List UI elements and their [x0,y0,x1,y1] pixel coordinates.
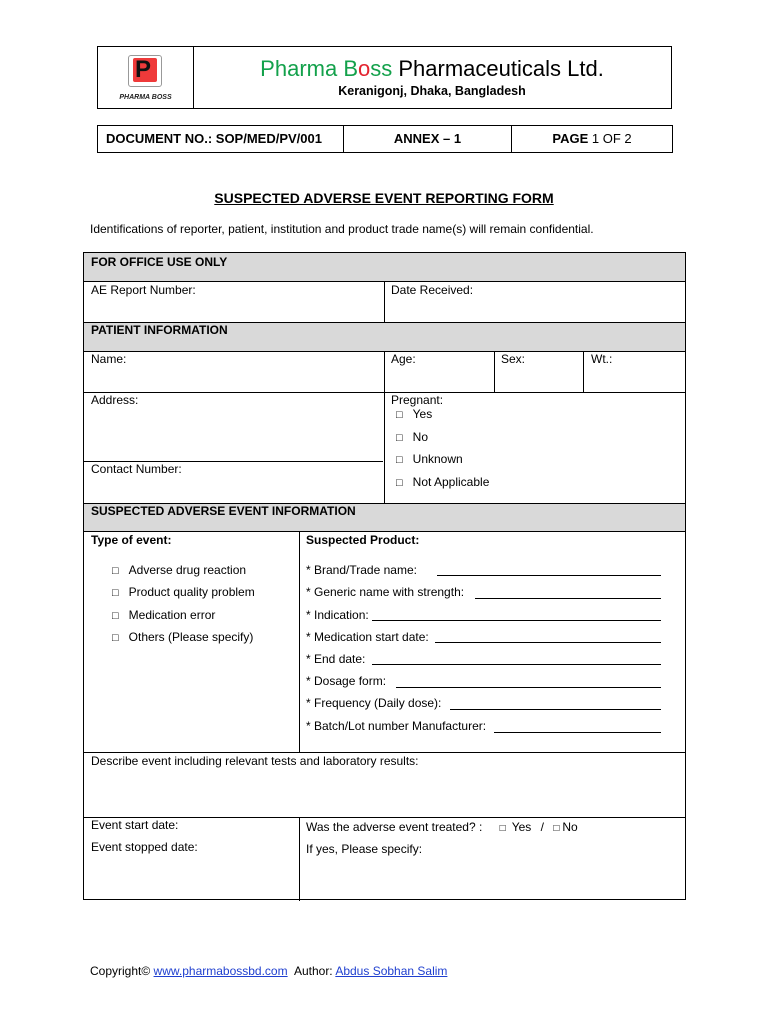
footer [90,964,447,978]
website-link[interactable]: www.pharmabossbd.com [153,964,288,978]
event-type-others[interactable]: □ Others (Please specify) [112,630,254,644]
frequency-label: * Frequency (Daily dose): [306,696,442,710]
pregnant-option-unknown[interactable]: □ Unknown [396,452,463,466]
document-info-bar [97,125,673,153]
checkbox-icon: □ [112,587,119,599]
patient-name-field[interactable]: Name: [91,352,127,366]
generic-name-input[interactable] [475,598,661,599]
date-received-field[interactable]: Date Received: [391,283,474,297]
form-title: SUSPECTED ADVERSE EVENT REPORTING FORM [214,190,554,206]
treated-no-option[interactable]: □ No [553,820,578,834]
patient-address-field[interactable]: Address: [91,393,139,407]
suspected-product-heading: Suspected Product: [306,533,420,547]
frequency-input[interactable] [450,709,661,710]
document-number: DOCUMENT NO.: SOP/MED/PV/001 [98,126,344,152]
event-type-medication-error[interactable]: □ Medication error [112,608,216,622]
event-type-adverse-drug-reaction[interactable]: □ Adverse drug reaction [112,563,247,577]
medication-start-date-input[interactable] [435,642,661,643]
event-stopped-date-field[interactable]: Event stopped date: [91,840,198,854]
checkbox-icon: □ [396,409,403,421]
ae-report-number-field[interactable]: AE Report Number: [91,283,196,297]
indication-input[interactable] [372,620,661,621]
if-yes-specify-field[interactable]: If yes, Please specify: [306,842,423,856]
author-label: Author: [293,964,333,978]
treated-question: Was the adverse event treated? : □ Yes / □ No [306,820,578,834]
company-name: Pharma Boss Pharmaceuticals Ltd. [260,56,604,81]
treated-yes-option[interactable]: □ Yes [499,820,532,834]
patient-info-heading: PATIENT INFORMATION [91,323,228,337]
checkbox-icon: □ [553,823,560,834]
company-logo: P [128,55,162,87]
checkbox-icon: □ [112,632,119,644]
pregnant-option-yes[interactable]: □ Yes [396,407,433,421]
end-date-input[interactable] [372,664,661,665]
event-description-field[interactable]: Describe event including relevant tests and laboratory results: [91,754,419,768]
checkbox-icon: □ [112,610,119,622]
end-date-label: * End date: [306,652,366,666]
patient-sex-field[interactable]: Sex: [501,352,526,366]
pregnant-option-not-applicable[interactable]: □ Not Applicable [396,475,490,489]
event-start-date-field[interactable]: Event start date: [91,818,179,832]
logo-caption: PHARMA BOSS [119,94,172,101]
pregnant-label: Pregnant: [391,393,444,407]
checkbox-icon: □ [499,823,506,834]
page-indicator: PAGE 1 OF 2 [552,131,632,146]
contact-number-field[interactable]: Contact Number: [91,462,182,476]
copyright-text: Copyright© [90,964,151,978]
dosage-form-label: * Dosage form: [306,674,387,688]
checkbox-icon: □ [396,477,403,489]
generic-name-label: * Generic name with strength: [306,585,465,599]
indication-label: * Indication: [306,608,369,622]
brand-name-input[interactable] [437,575,661,576]
checkbox-icon: □ [396,454,403,466]
brand-name-label: * Brand/Trade name: [306,563,417,577]
logo-cell [98,47,194,108]
office-use-heading: FOR OFFICE USE ONLY [91,255,228,269]
reporting-form [83,252,686,900]
author-link[interactable]: Abdus Sobhan Salim [335,964,448,978]
pregnant-option-no[interactable]: □ No [396,430,428,444]
checkbox-icon: □ [396,432,403,444]
event-type-product-quality[interactable]: □ Product quality problem [112,585,255,599]
medication-start-date-label: * Medication start date: [306,630,429,644]
batch-lot-label: * Batch/Lot number Manufacturer: [306,719,487,733]
patient-age-field[interactable]: Age: [391,352,416,366]
checkbox-icon: □ [112,565,119,577]
confidentiality-note: Identifications of reporter, patient, institution and product trade name(s) will remain confidential. [90,222,594,236]
company-header [97,46,672,109]
dosage-form-input[interactable] [396,687,661,688]
company-address: Keranigonj, Dhaka, Bangladesh [338,84,526,98]
patient-weight-field[interactable]: Wt.: [591,352,613,366]
event-info-heading: SUSPECTED ADVERSE EVENT INFORMATION [91,504,356,518]
batch-lot-input[interactable] [494,732,661,733]
annex-label: ANNEX – 1 [344,126,512,152]
type-of-event-heading: Type of event: [91,533,172,547]
